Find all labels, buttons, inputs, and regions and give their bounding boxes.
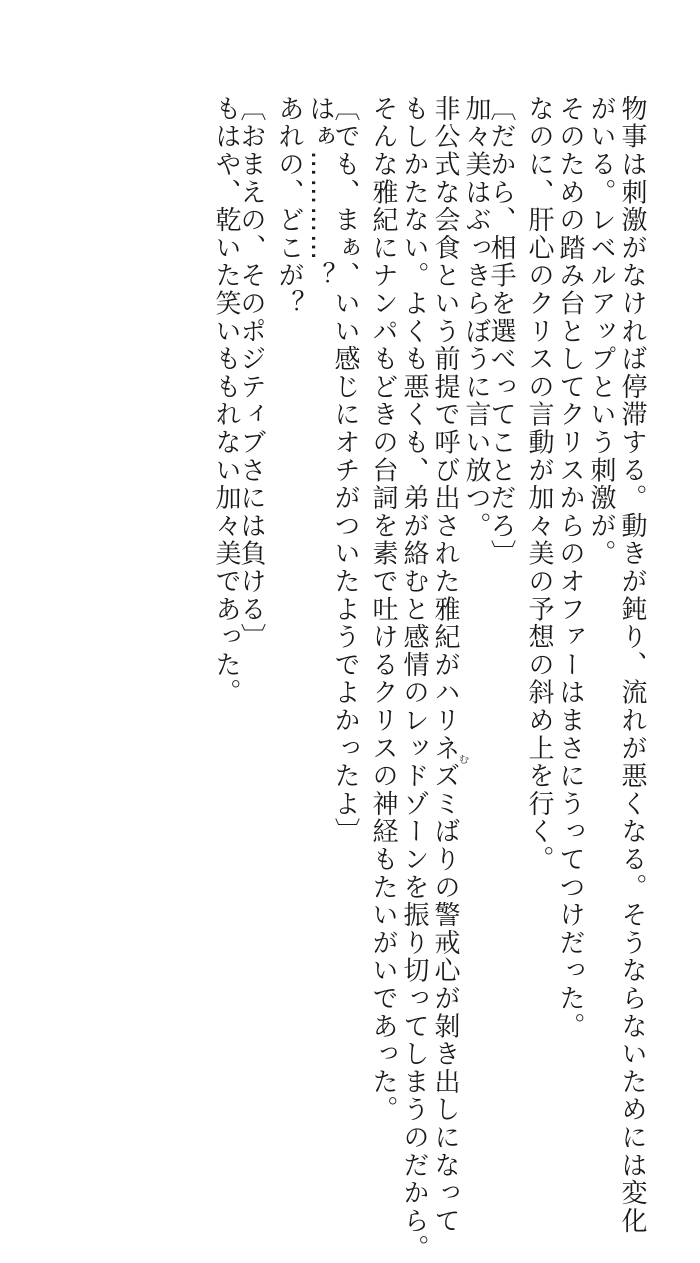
text-line-13: 〔おまえの、そのポジティブさには負ける〕: [236, 95, 266, 651]
text-line-6: 加々美はぶっきらぼうに言い放つ。: [461, 95, 491, 540]
text-line-3: そのための踏み台としてクリスからのオファーはまさにうってつけだった。: [555, 95, 585, 1041]
text-line-5: 〔だから、相手を選べってことだろ〕: [486, 95, 516, 568]
text-line-1: 物事は刺激がなければ停滞する。動きが鈍り、流れが悪くなる。そうならないためには変化: [617, 95, 647, 1235]
ruby-annotation: む: [459, 755, 469, 766]
text-line-4: なのに、肝心のクリスの言動が加々美の予想の斜め上を行く。: [524, 95, 554, 874]
text-line-12: あれの、どこが？: [274, 95, 304, 318]
text-line-10: 〔でも、まぁ、いい感じにオチがついたようでよかったよ〕: [330, 95, 360, 846]
text-line-8: もしかたない。よくも悪くも、弟が絡むと感情のレッドゾーンを振り切ってしまうのだから。: [399, 95, 429, 1263]
text-line-9: そんな雅紀にナンパもどきの台詞を素で吐けるクリスの神経もたいがいであった。: [368, 95, 398, 1124]
text-line-14: もはや、乾いた笑いももれない加々美であった。: [211, 95, 241, 707]
text-line-2: がいる。レベルアップという刺激が。: [586, 95, 616, 568]
text-line-7: 非公式な会食という前提で呼び出された雅紀がハリネズミばりの警戒心が剝き出しになって: [430, 95, 460, 1235]
text-line-11: はぁ…………？: [305, 95, 335, 290]
